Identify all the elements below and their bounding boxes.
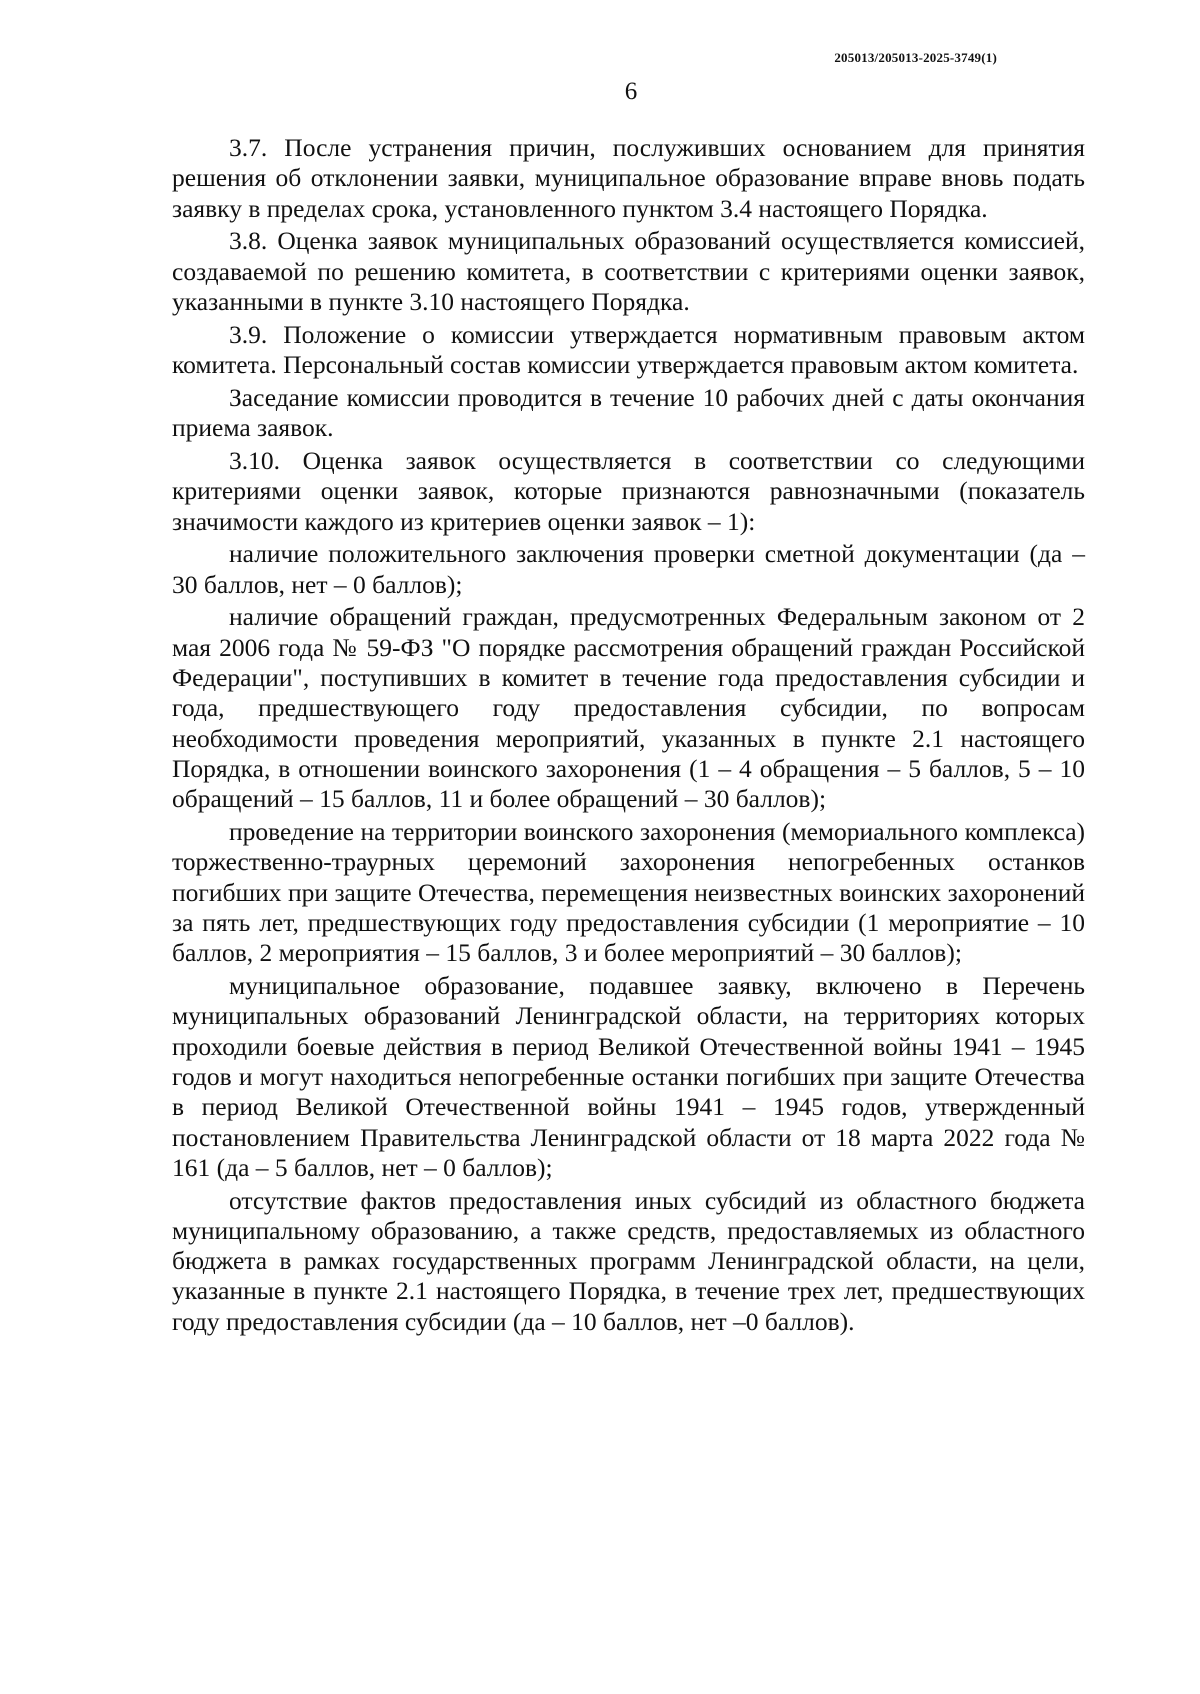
page-number: 6	[624, 78, 638, 105]
criterion-municipality-list: муниципальное образование, подавшее заявку, включено в Перечень муниципальных образований Ленинградской области, на территориях которых проходили боевые действия в период Великой Отечественной войны 1941 – 1945 годов и могут находиться непогребенные останки погибших при защите Отечества в период Великой Отечественной войны 1941 – 1945 годов, утвержденный постановлением Правительства Ленинградской области от 18 марта 2022 года № 161 (да – 5 баллов, нет – 0 баллов);	[172, 971, 1085, 1182]
paragraph-commission-meeting: Заседание комиссии проводится в течение 10 рабочих дней с даты окончания приема заявок.	[172, 382, 1085, 443]
criterion-no-other-subsidies: отсутствие фактов предоставления иных субсидий из областного бюджета муниципальному образованию, а также средств, предоставляемых из областного бюджета в рамках государственных программ Ленинградской области, на цели, указанные в пункте 2.1 настоящего Порядка, в течение трех лет, предшествующих году предоставления субсидии (да – 10 баллов, нет –0 баллов).	[172, 1185, 1085, 1336]
document-id: 205013/205013-2025-3749(1)	[834, 50, 997, 65]
document-body	[172, 133, 1085, 1340]
paragraph-3-8: 3.8. Оценка заявок муниципальных образований осуществляется комиссией, создаваемой по решению комитета, в соответствии с критериями оценки заявок, указанными в пункте 3.10 настоящего Порядка.	[172, 226, 1085, 316]
paragraph-3-10: 3.10. Оценка заявок осуществляется в соответствии со следующими критериями оценки заявок, которые признаются равнозначными (показатель значимости каждого из критериев оценки заявок – 1):	[172, 445, 1085, 536]
criterion-citizen-appeals: наличие обращений граждан, предусмотренных Федеральным законом от 2 мая 2006 года № 59-ФЗ "О порядке рассмотрения обращений граждан Российской Федерации", поступивших в комитет в течение года предоставления субсидии и года, предшествующего году предоставления субсидии, по вопросам необходимости проведения мероприятий, указанных в пункте 2.1 настоящего Порядка, в отношении воинского захоронения (1 – 4 обращения – 5 баллов, 5 – 10 обращений – 15 баллов, 11 и более обращений – 30 баллов);	[172, 602, 1085, 814]
paragraph-3-9: 3.9. Положение о комиссии утверждается нормативным правовым актом комитета. Персональный состав комиссии утверждается правовым актом комитета.	[172, 319, 1085, 380]
criterion-estimate-conclusion: наличие положительного заключения проверки сметной документации (да – 30 баллов, нет – 0 баллов);	[172, 539, 1085, 599]
paragraph-3-7: 3.7. После устранения причин, послуживших основанием для принятия решения об отклонении заявки, муниципальное образование вправе вновь подать заявку в пределах срока, установленного пунктом 3.4 настоящего Порядка.	[172, 133, 1085, 223]
criterion-ceremonies: проведение на территории воинского захоронения (мемориального комплекса) торжественно-траурных церемоний захоронения непогребенных останков погибших при защите Отечества, перемещения неизвестных воинских захоронений за пять лет, предшествующих году предоставления субсидии (1 мероприятие – 10 баллов, 2 мероприятия – 15 баллов, 3 и более мероприятий – 30 баллов);	[172, 817, 1085, 968]
